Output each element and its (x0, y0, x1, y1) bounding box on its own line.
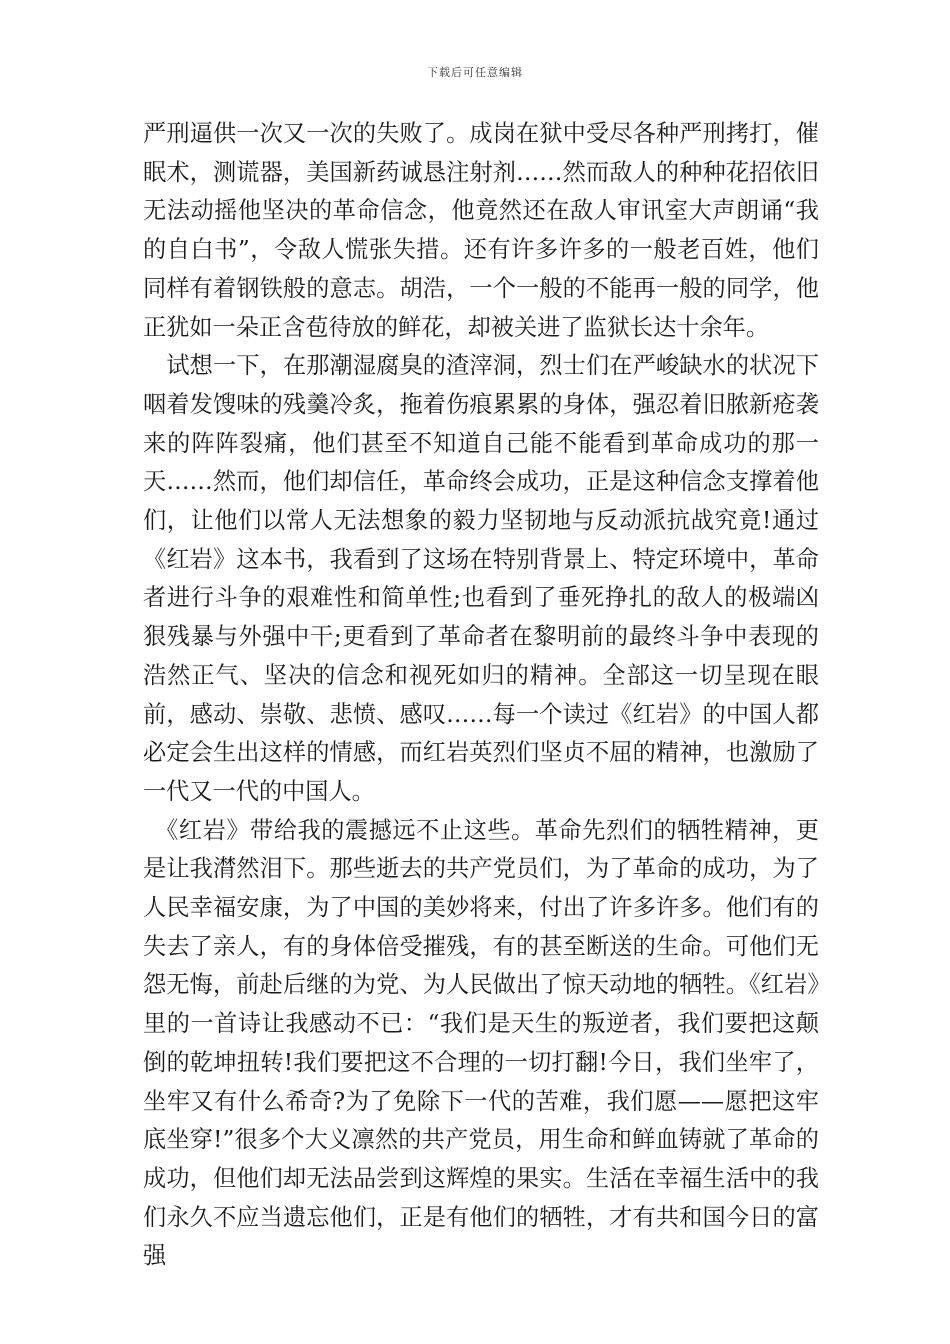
paragraph-1: 严刑逼供一次又一次的失败了。成岗在狱中受尽各种严刑拷打，催眠术，测谎器，美国新药诚恳注射剂……然而敌人的种种花招依旧无法动摇他坚决的革命信念，他竟然还在敌人审讯室大声朗诵“我的自白书”，令敌人慌张失措。还有许多许多的一般老百姓，他们同样有着钢铁般的意志。胡浩，一个一般的不能再一般的同学，他正犹如一朵正含苞待放的鲜花，却被关进了监狱长达十余年。 (143, 120, 819, 341)
paragraph-2: 试想一下，在那潮湿腐臭的渣滓洞，烈士们在严峻缺水的状况下咽着发馊味的残羹冷炙，拖着伤痕累累的身体，强忍着旧脓新疮袭来的阵阵裂痛，他们甚至不知道自己能不能看到革命成功的那一天……然而，他们却信任，革命终会成功，正是这种信念支撑着他们，让他们以常人无法想象的毅力坚韧地与反动派抗战究竟!通过《红岩》这本书，我看到了这场在特别背景上、特定环境中，革命者进行斗争的艰难性和简单性;也看到了垂死挣扎的敌人的极端凶狠残暴与外强中干;更看到了革命者在黎明前的最终斗争中表现的浩然正气、坚决的信念和视死如归的精神。全部这一切呈现在眼前，感动、崇敬、悲愤、感叹……每一个读过《红岩》的中国人都必定会生出这样的情感，而红岩英烈们坚贞不屈的精神，也激励了一代又一代的中国人。 (143, 352, 819, 805)
document-body (143, 115, 819, 1276)
page-header: 下载后可任意编辑 (427, 66, 523, 79)
paragraph-3: 《红岩》带给我的震撼远不止这些。革命先烈们的牺牲精神，更是让我潸然泪下。那些逝去的共产党员们，为了革命的成功，为了人民幸福安康，为了中国的美妙将来，付出了许多许多。他们有的失去了亲人，有的身体倍受摧残，有的甚至断送的生命。可他们无怨无悔，前赴后继的为党、为人民做出了惊天动地的牺牲。《红岩》里的一首诗让我感动不已：“我们是天生的叛逆者，我们要把这颠倒的乾坤扭转!我们要把这不合理的一切打翻!今日，我们坐牢了，坐牢又有什么希奇?为了免除下一代的苦难，我们愿——愿把这牢底坐穿!”很多个大义凛然的共产党员，用生命和鲜血铸就了革命的成功，但他们却无法品尝到这辉煌的果实。生活在幸福生活中的我们永久不应当遗忘他们，正是有他们的牺牲，才有共和国今日的富强 (143, 816, 819, 1270)
